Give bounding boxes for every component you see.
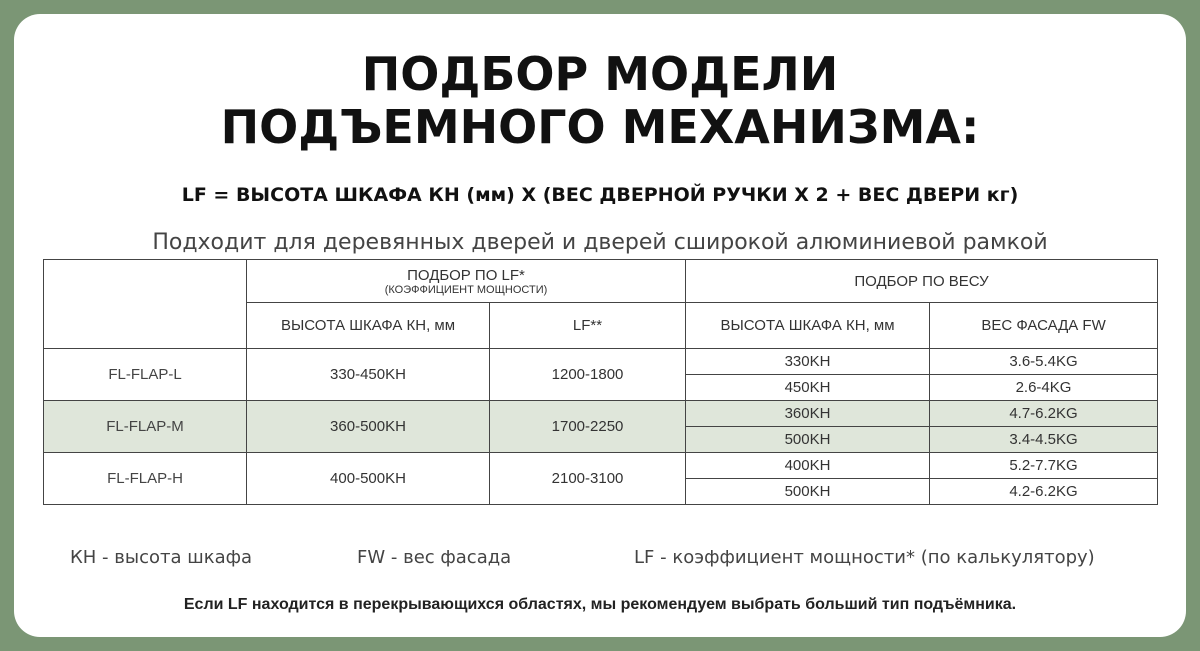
facade-weight: 3.4-4.5KG bbox=[930, 427, 1158, 453]
model-header-cell bbox=[44, 260, 247, 349]
lf-formula: LF = ВЫСОТА ШКАФА КН (мм) Х (ВЕС ДВЕРНОЙ РУЧКИ Х 2 + ВЕС ДВЕРИ кг) bbox=[181, 184, 1019, 206]
height-range: 360-500KH bbox=[247, 401, 490, 453]
content-card bbox=[14, 14, 1186, 637]
col-header-lf-height: ВЫСОТА ШКАФА КН, мм bbox=[247, 303, 490, 349]
lf-range: 2100-3100 bbox=[490, 453, 686, 505]
legend-kh: КН - высота шкафа bbox=[70, 547, 253, 568]
table-group-header-row bbox=[44, 260, 1158, 303]
table-row bbox=[44, 453, 1158, 479]
lf-range: 1200-1800 bbox=[490, 349, 686, 401]
height-range: 400-500KH bbox=[247, 453, 490, 505]
model-selection-table bbox=[43, 259, 1158, 505]
title-line-2: ПОДЪЕМНОГО МЕХАНИЗМА: bbox=[220, 100, 980, 154]
col-header-w-weight: ВЕС ФАСАДА FW bbox=[930, 303, 1158, 349]
group-lf-title: ПОДБОР ПО LF* bbox=[407, 266, 525, 284]
weight-height: 360KH bbox=[686, 401, 930, 427]
group-header-lf bbox=[247, 260, 686, 303]
facade-weight: 4.2-6.2KG bbox=[930, 479, 1158, 505]
col-header-lf-value: LF** bbox=[490, 303, 686, 349]
group-lf-subtitle: (КОЭФФИЦИЕНТ МОЩНОСТИ) bbox=[384, 283, 548, 296]
group-header-weight: ПОДБОР ПО ВЕСУ bbox=[686, 260, 1158, 303]
recommendation-note: Если LF находится в перекрывающихся областях, мы рекомендуем выбрать больший тип подъёмника. bbox=[183, 596, 1017, 613]
model-name: FL-FLAP-H bbox=[44, 453, 247, 505]
weight-height: 450KH bbox=[686, 375, 930, 401]
weight-height: 500KH bbox=[686, 479, 930, 505]
facade-weight: 3.6-5.4KG bbox=[930, 349, 1158, 375]
facade-weight: 2.6-4KG bbox=[930, 375, 1158, 401]
legend-lf: LF - коэффициент мощности* (по калькулятору) bbox=[634, 547, 1095, 568]
facade-weight: 5.2-7.7KG bbox=[930, 453, 1158, 479]
table-row-highlighted bbox=[44, 401, 1158, 427]
col-header-w-height: ВЫСОТА ШКАФА КН, мм bbox=[686, 303, 930, 349]
table-row bbox=[44, 349, 1158, 375]
lf-range: 1700-2250 bbox=[490, 401, 686, 453]
weight-height: 500KH bbox=[686, 427, 930, 453]
model-name: FL-FLAP-L bbox=[44, 349, 247, 401]
suitability-text: Подходит для деревянных дверей и дверей сширокой алюминиевой рамкой bbox=[152, 230, 1048, 255]
height-range: 330-450KH bbox=[247, 349, 490, 401]
legend-fw: FW - вес фасада bbox=[357, 547, 512, 568]
page-title bbox=[14, 48, 1186, 154]
weight-height: 400KH bbox=[686, 453, 930, 479]
model-name: FL-FLAP-M bbox=[44, 401, 247, 453]
title-line-1: ПОДБОР МОДЕЛИ bbox=[361, 47, 839, 101]
facade-weight: 4.7-6.2KG bbox=[930, 401, 1158, 427]
weight-height: 330KH bbox=[686, 349, 930, 375]
